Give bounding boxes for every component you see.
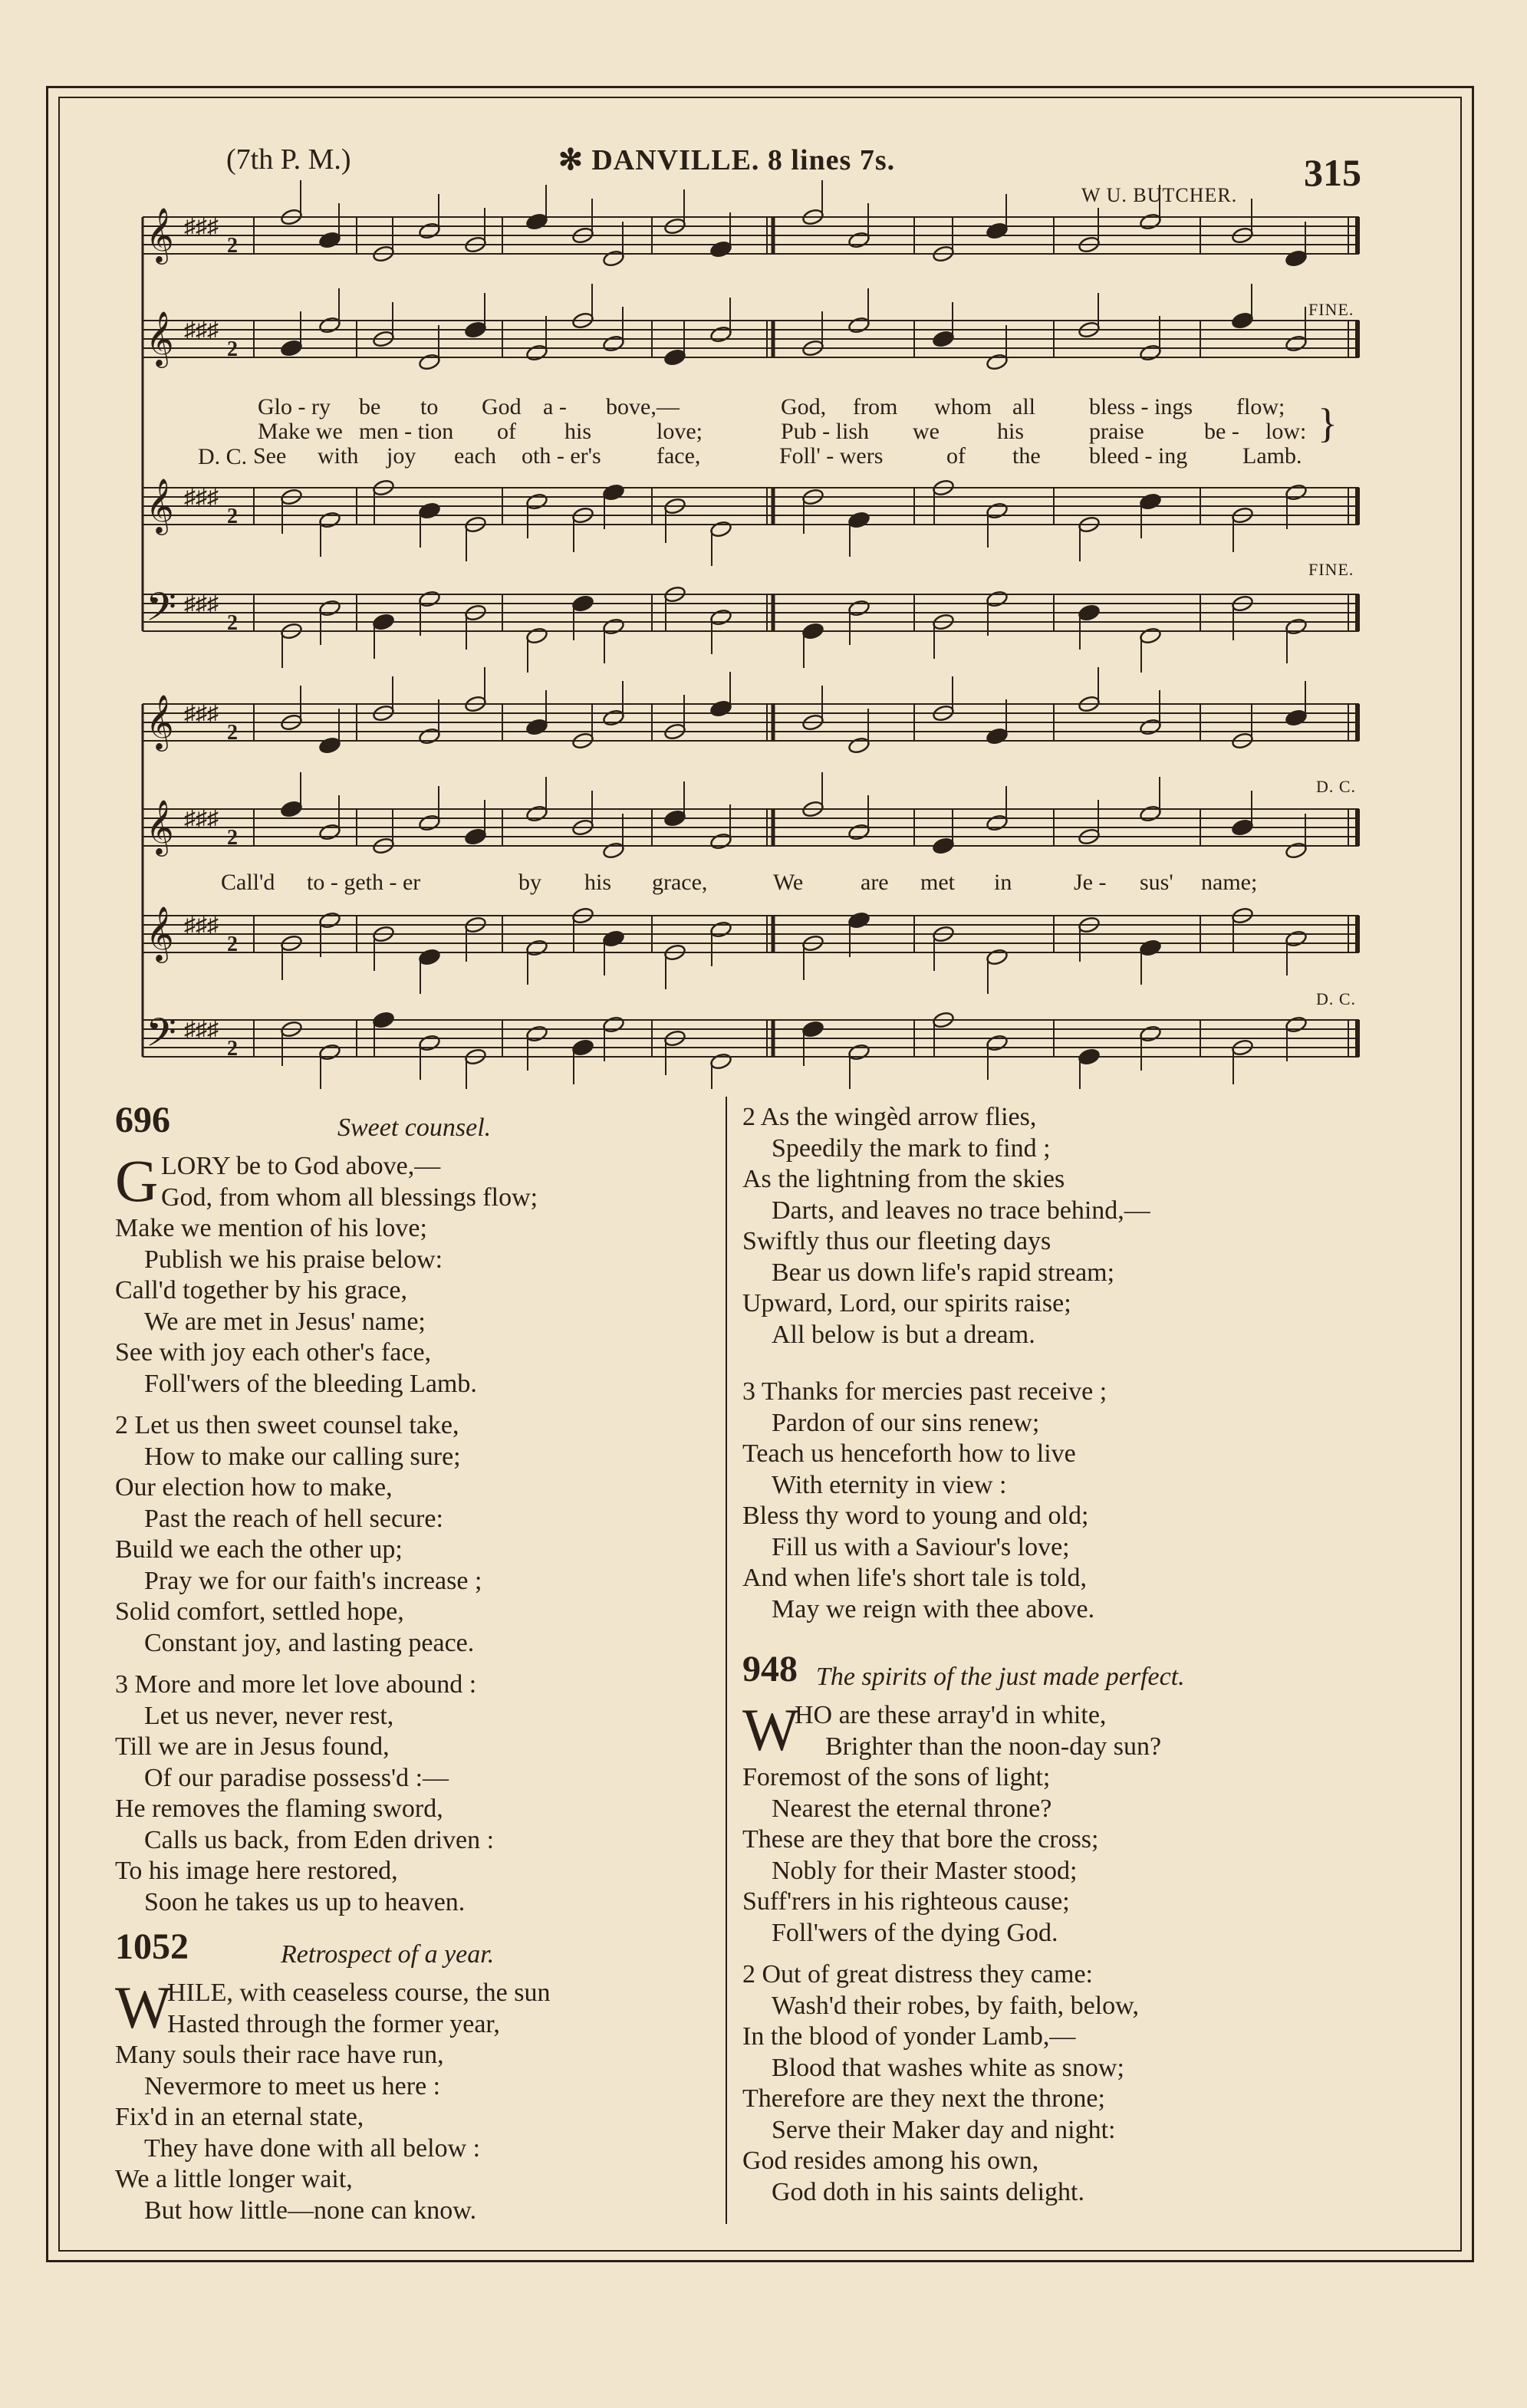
lyric-syllable: Je -	[1074, 870, 1107, 895]
lyric-syllable: God,	[781, 394, 827, 419]
note-head	[571, 1038, 594, 1057]
lyric-syllable: whom	[934, 394, 992, 419]
time-signature-icon: 2	[227, 933, 238, 956]
note-head	[1078, 604, 1101, 622]
hymn-948-stanza-1: W HO are these array'd in white, Brighter than the noon-day sun? Foremost of the sons of light; Nearest the eternal throne? These are they that bore the cross; Nobly for their Master stood; Suff'rers in his righteous cause; Foll'wers of the dying God.	[742, 1696, 1162, 1947]
note-head	[318, 231, 341, 249]
lyric-syllable: God	[482, 394, 522, 419]
hymn-1052-stanza-3: 3 Thanks for mercies past receive ; Pardon of our sins renew; Teach us henceforth how to live With eternity in view : Bless thy word to young and old; Fill us with a Saviour's love; And when life's short tale is told, May we reign with thee above.	[742, 1377, 1107, 1623]
lyric-syllable: love;	[657, 419, 703, 444]
lyric-syllable: Call'd	[221, 870, 275, 895]
lyric-brace-icon: }	[1318, 400, 1338, 446]
lyric-syllable: all	[1012, 394, 1035, 419]
fine-label-1: FINE.	[1308, 300, 1354, 319]
lyric-syllable: Glo - ry	[258, 394, 331, 419]
lyric-syllable: be	[359, 394, 381, 419]
lyric-syllable: of	[946, 443, 966, 469]
note-head	[525, 212, 548, 231]
clef-icon: 𝄞	[146, 801, 174, 854]
column-divider	[726, 1097, 727, 2224]
note-head	[525, 804, 548, 823]
note-head	[418, 814, 441, 832]
hymn-1052-stanza-1: W HILE, with ceaseless course, the sun Hasted through the former year, Many souls their race have run, Nevermore to meet us here : Fix'd in an eternal state, They have done with all below : We a little longer wait, But how little—none can know.	[115, 1974, 551, 2225]
note-head	[1078, 1048, 1101, 1066]
lyric-syllable: his	[564, 419, 592, 444]
note-head	[709, 1052, 732, 1071]
lyric-syllable: grace,	[652, 870, 708, 895]
time-signature-icon: 2	[227, 505, 238, 528]
lyric-syllable: the	[1012, 443, 1041, 469]
clef-icon: 𝄞	[146, 908, 174, 960]
lyric-syllable: bless - ings	[1089, 394, 1193, 419]
note-head	[464, 827, 487, 846]
note-head	[318, 823, 341, 841]
hymn-1052-stanza-2: 2 As the wingèd arrow flies, Speedily the mark to find ; As the lightning from the skies Darts, and leaves no trace behind,— Swiftly thus our fleeting days Bear us down life's rapid stream; Upward, Lord, our spirits raise; All below is but a dream.	[742, 1103, 1150, 1349]
note-head	[1139, 718, 1162, 736]
note-head	[847, 599, 870, 617]
dropcap: G	[115, 1147, 159, 1214]
note-head	[280, 339, 303, 357]
lyric-syllable: oth - er's	[522, 443, 601, 469]
note-head	[1285, 929, 1308, 948]
lyric-syllable: to	[420, 394, 439, 419]
note-head	[525, 344, 548, 362]
note-head	[709, 920, 732, 939]
lyric-syllable: to - geth - er	[307, 870, 421, 895]
note-head	[986, 1034, 1009, 1052]
note-head	[602, 617, 625, 636]
note-head	[1139, 939, 1162, 957]
note-head	[847, 511, 870, 529]
note-head	[709, 608, 732, 627]
lyric-syllable: met	[920, 870, 955, 895]
note-head	[986, 353, 1009, 371]
hymn-696-header	[115, 1102, 713, 1151]
meter-label: (7th P. M.)	[226, 143, 351, 176]
note-head	[986, 814, 1009, 832]
hymn-696-stanza-2: 2 Let us then sweet counsel take, How to make our calling sure; Our election how to make, Past the reach of hell secure: Build we each the other up; Pray we for our faith's increase ; Solid comfort, settled hope, Constant joy, and lasting peace.	[115, 1411, 482, 1657]
fine-label-2: FINE.	[1308, 560, 1354, 579]
note-head	[986, 727, 1009, 745]
note-head	[1285, 841, 1308, 860]
dc-lyric-prefix: D. C.	[198, 444, 248, 469]
note-head	[932, 837, 955, 855]
note-head	[847, 1043, 870, 1061]
note-head	[525, 627, 548, 645]
note-head	[418, 353, 441, 371]
note-head	[418, 948, 441, 966]
lyric-syllable: name;	[1201, 870, 1258, 895]
lyric-syllable: See	[253, 443, 287, 469]
lyric-syllable: men - tion	[359, 419, 454, 444]
note-head	[602, 249, 625, 268]
lyric-syllable: We	[773, 870, 804, 895]
note-head	[464, 321, 487, 339]
note-head	[372, 1011, 395, 1029]
note-head	[318, 599, 341, 617]
note-head	[418, 1034, 441, 1052]
lyric-syllable: in	[994, 870, 1012, 895]
music-score	[0, 0, 1527, 1089]
note-head	[602, 1015, 625, 1034]
note-head	[709, 325, 732, 344]
note-head	[525, 939, 548, 957]
key-signature-icon: ♯♯♯	[184, 701, 219, 726]
note-head	[318, 911, 341, 929]
note-head	[847, 823, 870, 841]
note-head	[847, 736, 870, 755]
note-head	[418, 727, 441, 745]
lyric-syllable: his	[997, 419, 1025, 444]
key-signature-icon: ♯♯♯	[184, 591, 219, 617]
note-head	[418, 502, 441, 520]
staff-3	[143, 587, 1359, 639]
hymn-title: Sweet counsel.	[337, 1114, 492, 1142]
note-head	[602, 841, 625, 860]
lyric-syllable: Pub - lish	[781, 419, 870, 444]
note-head	[986, 222, 1009, 240]
left-column	[115, 1102, 713, 2226]
clef-icon: 𝄞	[146, 313, 174, 365]
note-head	[318, 1043, 341, 1061]
note-head	[1139, 804, 1162, 823]
note-head	[418, 590, 441, 608]
dropcap: W	[742, 1696, 799, 1763]
lyric-syllable: Lamb.	[1242, 443, 1302, 469]
clef-icon: 𝄞	[146, 480, 174, 532]
note-head	[318, 511, 341, 529]
note-head	[847, 231, 870, 249]
time-signature-icon: 2	[227, 1037, 238, 1061]
note-head	[986, 590, 1009, 608]
lyric-syllable: we	[913, 419, 940, 444]
time-signature-icon: 2	[227, 721, 238, 745]
tune-title: ✻ DANVILLE. 8 lines 7s.	[558, 144, 896, 176]
key-signature-icon: ♯♯♯	[184, 806, 219, 831]
note-head	[1285, 249, 1308, 268]
note-head	[986, 502, 1009, 520]
hymn-696-stanza-3: 3 More and more let love abound : Let us never, never rest, Till we are in Jesus found, Of our paradise possess'd :— He removes the flaming sword, Calls us back, from Eden driven : To his image here restored, Soon he takes us up to heaven.	[115, 1670, 495, 1916]
hymn-number: 1052	[115, 1926, 189, 1967]
note-head	[709, 520, 732, 538]
note-head	[602, 709, 625, 727]
note-head	[1139, 1025, 1162, 1043]
hymn-1052-header	[115, 1926, 713, 1978]
hymn-948-header	[742, 1651, 1348, 1700]
lyric-syllable: praise	[1089, 419, 1144, 444]
note-head	[525, 492, 548, 511]
key-signature-icon: ♯♯♯	[184, 913, 219, 938]
key-signature-icon: ♯♯♯	[184, 214, 219, 239]
note-head	[1285, 709, 1308, 727]
time-signature-icon: 2	[227, 611, 238, 635]
note-head	[709, 832, 732, 850]
lyric-syllable: sus'	[1140, 870, 1173, 895]
note-head	[1231, 311, 1254, 330]
lyric-syllable: a -	[543, 394, 567, 419]
page-number: 315	[1304, 151, 1361, 194]
note-head	[709, 699, 732, 718]
staff-7	[143, 1012, 1359, 1064]
note-head	[932, 330, 955, 348]
time-signature-icon: 2	[227, 337, 238, 361]
lyric-syllable: each	[454, 443, 496, 469]
clef-icon: 𝄞	[146, 696, 174, 748]
dropcap: W	[115, 1974, 172, 2041]
hymn-title: Retrospect of a year.	[281, 1940, 495, 1969]
hymn-number: 948	[742, 1649, 798, 1689]
note-head	[602, 929, 625, 948]
clef-icon: 𝄞	[146, 209, 174, 262]
note-head	[847, 316, 870, 334]
hymn-948-stanza-2: 2 Out of great distress they came: Wash'd their robes, by faith, below, In the blood of yonder Lamb,— Blood that washes white as snow; Therefore are they next the throne; Serve their Maker day and night: God resides among his own, God doth in his saints delight.	[742, 1960, 1139, 2206]
note-head	[986, 948, 1009, 966]
note-head	[801, 1020, 824, 1038]
right-column	[742, 1102, 1348, 2208]
note-head	[1139, 492, 1162, 511]
lyric-syllable: Foll' - wers	[779, 443, 884, 469]
dc-label-1: D. C.	[1316, 777, 1357, 796]
lyric-syllable: of	[497, 419, 516, 444]
lyric-syllable: by	[518, 870, 541, 895]
note-head	[1285, 483, 1308, 502]
lyric-syllable: joy	[387, 443, 416, 469]
hymn-696-stanza-1: G LORY be to God above,— God, from whom all blessings flow; Make we mention of his love; Publish we his praise below: Call'd together by his grace, We are met in Jesus' name; See with joy each other's face, Foll'wers of the bleeding Lamb.	[115, 1147, 538, 1398]
lyric-syllable: Make we	[258, 419, 343, 444]
note-head	[525, 1025, 548, 1043]
clef-icon: 𝄢	[146, 587, 176, 639]
note-head	[709, 240, 732, 258]
note-head	[318, 316, 341, 334]
note-head	[1285, 334, 1308, 353]
lyric-syllable: from	[853, 394, 898, 419]
note-head	[571, 594, 594, 613]
composer-credit: W U. BUTCHER.	[1081, 184, 1238, 206]
note-head	[602, 483, 625, 502]
note-head	[663, 348, 686, 367]
lyric-syllable: be -	[1204, 419, 1239, 444]
key-signature-icon: ♯♯♯	[184, 1017, 219, 1042]
hymn-title: The spirits of the just made perfect.	[816, 1663, 1185, 1691]
note-head	[1231, 818, 1254, 837]
note-head	[1139, 627, 1162, 645]
lyric-syllable: his	[584, 870, 612, 895]
lyric-syllable: face,	[657, 443, 701, 469]
note-head	[525, 718, 548, 736]
lyric-syllable: low:	[1265, 419, 1307, 444]
key-signature-icon: ♯♯♯	[184, 485, 219, 510]
note-head	[663, 809, 686, 827]
note-head	[372, 613, 395, 631]
lyric-syllable: are	[861, 870, 889, 895]
lyric-syllable: with	[318, 443, 359, 469]
note-head	[280, 800, 303, 818]
hymn-number: 696	[115, 1100, 170, 1140]
lyric-syllable: bleed - ing	[1089, 443, 1188, 469]
lyric-syllable: bove,—	[606, 394, 680, 419]
note-head	[847, 911, 870, 929]
note-head	[1285, 617, 1308, 636]
note-head	[418, 222, 441, 240]
note-head	[1139, 344, 1162, 362]
dc-label-2: D. C.	[1316, 989, 1357, 1008]
key-signature-icon: ♯♯♯	[184, 317, 219, 343]
lyric-syllable: flow;	[1236, 394, 1285, 419]
note-head	[801, 622, 824, 640]
time-signature-icon: 2	[227, 826, 238, 850]
time-signature-icon: 2	[227, 234, 238, 258]
note-head	[1139, 212, 1162, 231]
clef-icon: 𝄢	[146, 1012, 176, 1064]
note-head	[602, 334, 625, 353]
note-head	[1285, 1015, 1308, 1034]
note-head	[318, 736, 341, 755]
